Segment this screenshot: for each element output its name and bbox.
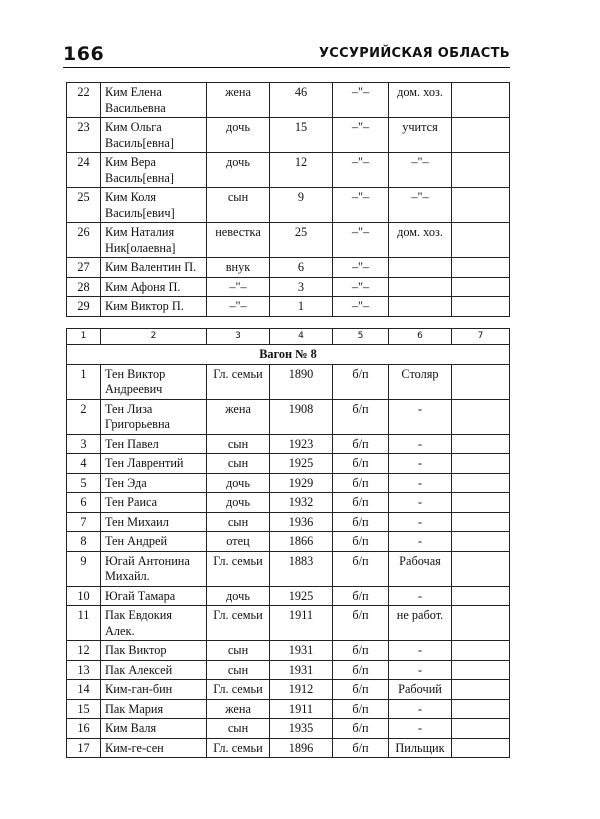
wagon-title-row [67,345,510,365]
cell-rel: дочь [207,493,270,513]
cell-name: Тен Лаврентий [101,454,207,474]
cell-n: 29 [67,297,101,317]
cell-n: 26 [67,223,101,258]
cell-rel: дочь [207,118,270,153]
cell-n: 25 [67,188,101,223]
cell-occ: - [389,454,452,474]
cell-rel: внук [207,258,270,278]
cell-age: 3 [270,277,333,297]
cell-age: 1 [270,297,333,317]
cell-occ: - [389,699,452,719]
cell-c6 [389,277,452,297]
wagon-table-body [67,329,510,758]
cell-empty [452,454,510,474]
cell-rel: дочь [207,153,270,188]
cell-n: 12 [67,641,101,661]
cell-name: Тен Андрей [101,532,207,552]
cell-c6: дом. хоз. [389,223,452,258]
cell-name: Югай Тамара [101,586,207,606]
cell-name: Тен Эда [101,473,207,493]
cell-n: 8 [67,532,101,552]
cell-party: б/п [333,738,389,758]
cell-rel: дочь [207,586,270,606]
table-row [67,551,510,586]
table-row [67,738,510,758]
cell-party: б/п [333,586,389,606]
column-number: 2 [101,329,207,345]
cell-n: 13 [67,660,101,680]
cell-n: 11 [67,606,101,641]
cell-party: б/п [333,399,389,434]
table-row [67,493,510,513]
cell-occ: - [389,660,452,680]
cell-empty [452,153,510,188]
cell-year: 1925 [270,454,333,474]
cell-name: Ким Вера Василь[евна] [101,153,207,188]
cell-rel: отец [207,532,270,552]
cell-n: 4 [67,454,101,474]
cell-year: 1935 [270,719,333,739]
column-number: 1 [67,329,101,345]
table-row [67,83,510,118]
cell-empty [452,606,510,641]
cell-c6: –"– [389,188,452,223]
table-row [67,223,510,258]
cell-c5: –"– [333,188,389,223]
cell-n: 16 [67,719,101,739]
cell-n: 15 [67,699,101,719]
cell-name: Тен Павел [101,434,207,454]
cell-year: 1911 [270,606,333,641]
table-row [67,680,510,700]
cell-rel: сын [207,454,270,474]
table-row [67,532,510,552]
cell-c6: учится [389,118,452,153]
column-number: 4 [270,329,333,345]
table-row [67,364,510,399]
cell-party: б/п [333,660,389,680]
cell-name: Ким-ге-сен [101,738,207,758]
cell-n: 17 [67,738,101,758]
cell-empty [452,719,510,739]
wagon-table [66,328,510,758]
cell-year: 1866 [270,532,333,552]
table-row [67,258,510,278]
table-row [67,297,510,317]
cell-rel: Гл. семьи [207,551,270,586]
cell-rel: невестка [207,223,270,258]
cell-rel: Гл. семьи [207,364,270,399]
table-row [67,454,510,474]
cell-year: 1925 [270,586,333,606]
cell-year: 1912 [270,680,333,700]
cell-year: 1896 [270,738,333,758]
column-number: 3 [207,329,270,345]
cell-rel: сын [207,188,270,223]
cell-rel: –"– [207,297,270,317]
cell-c6: –"– [389,153,452,188]
cell-empty [452,83,510,118]
table-row [67,277,510,297]
cell-name: Тен Виктор Андреевич [101,364,207,399]
table-row [67,660,510,680]
column-number: 5 [333,329,389,345]
cell-party: б/п [333,641,389,661]
cell-year: 1908 [270,399,333,434]
cell-occ: - [389,719,452,739]
cell-name: Ким Афоня П. [101,277,207,297]
cell-name: Тен Лиза Григорьевна [101,399,207,434]
table-row [67,188,510,223]
cell-empty [452,699,510,719]
cell-rel: жена [207,399,270,434]
wagon-title: Вагон № 8 [67,345,510,365]
cell-c5: –"– [333,118,389,153]
cell-c5: –"– [333,258,389,278]
cell-age: 46 [270,83,333,118]
table-row [67,699,510,719]
cell-n: 24 [67,153,101,188]
cell-rel: сын [207,512,270,532]
cell-occ: - [389,586,452,606]
column-number: 6 [389,329,452,345]
cell-party: б/п [333,551,389,586]
cell-name: Ким-ган-бин [101,680,207,700]
cell-name: Югай Антонина Михайл. [101,551,207,586]
cell-year: 1936 [270,512,333,532]
cell-rel: жена [207,83,270,118]
cell-age: 25 [270,223,333,258]
cell-age: 15 [270,118,333,153]
cell-name: Ким Виктор П. [101,297,207,317]
cell-year: 1890 [270,364,333,399]
cell-c5: –"– [333,153,389,188]
cell-occ: - [389,512,452,532]
cell-party: б/п [333,512,389,532]
cell-name: Ким Елена Васильевна [101,83,207,118]
cell-party: б/п [333,364,389,399]
column-number: 7 [452,329,510,345]
cell-occ: - [389,473,452,493]
cell-name: Ким Коля Василь[евич] [101,188,207,223]
cell-empty [452,364,510,399]
cell-empty [452,512,510,532]
cell-empty [452,473,510,493]
cell-occ: - [389,532,452,552]
cell-name: Пак Алексей [101,660,207,680]
cell-rel: сын [207,641,270,661]
cell-n: 7 [67,512,101,532]
cell-name: Пак Мария [101,699,207,719]
table-row [67,153,510,188]
table-row [67,399,510,434]
cell-occ: - [389,399,452,434]
cell-c6 [389,297,452,317]
cell-empty [452,223,510,258]
cell-n: 9 [67,551,101,586]
table-row [67,512,510,532]
cell-n: 3 [67,434,101,454]
cell-year: 1931 [270,660,333,680]
cell-c5: –"– [333,223,389,258]
cell-occ: - [389,493,452,513]
cell-empty [452,660,510,680]
cell-rel: сын [207,660,270,680]
cell-party: б/п [333,532,389,552]
cell-n: 5 [67,473,101,493]
cell-c5: –"– [333,277,389,297]
family-table-continued-body [67,83,510,317]
header-rule [63,67,510,68]
table-row [67,719,510,739]
cell-party: б/п [333,454,389,474]
cell-empty [452,493,510,513]
cell-n: 14 [67,680,101,700]
cell-name: Тен Раиса [101,493,207,513]
cell-age: 12 [270,153,333,188]
cell-name: Пак Евдокия Алек. [101,606,207,641]
cell-rel: дочь [207,473,270,493]
cell-name: Ким Валя [101,719,207,739]
cell-rel: –"– [207,277,270,297]
table-row [67,586,510,606]
cell-c6 [389,258,452,278]
cell-occ: Пильщик [389,738,452,758]
cell-n: 2 [67,399,101,434]
cell-party: б/п [333,699,389,719]
cell-age: 6 [270,258,333,278]
cell-age: 9 [270,188,333,223]
table-row [67,434,510,454]
cell-empty [452,738,510,758]
cell-rel: Гл. семьи [207,680,270,700]
cell-empty [452,641,510,661]
cell-name: Ким Ольга Василь[евна] [101,118,207,153]
cell-empty [452,680,510,700]
cell-c6: дом. хоз. [389,83,452,118]
family-table-continued [66,82,510,317]
page-number: 166 [63,43,105,65]
cell-n: 23 [67,118,101,153]
cell-party: б/п [333,606,389,641]
cell-party: б/п [333,680,389,700]
cell-rel: сын [207,719,270,739]
cell-year: 1931 [270,641,333,661]
table-row [67,118,510,153]
column-number-row [67,329,510,345]
cell-n: 10 [67,586,101,606]
cell-name: Тен Михаил [101,512,207,532]
cell-empty [452,532,510,552]
cell-empty [452,551,510,586]
cell-empty [452,434,510,454]
cell-party: б/п [333,719,389,739]
cell-occ: - [389,434,452,454]
cell-rel: Гл. семьи [207,606,270,641]
cell-year: 1923 [270,434,333,454]
table-row [67,473,510,493]
cell-empty [452,188,510,223]
cell-name: Ким Наталия Ник[олаевна] [101,223,207,258]
cell-party: б/п [333,473,389,493]
cell-n: 6 [67,493,101,513]
cell-c5: –"– [333,297,389,317]
running-head: УССУРИЙСКАЯ ОБЛАСТЬ [318,46,510,61]
cell-n: 22 [67,83,101,118]
cell-year: 1929 [270,473,333,493]
cell-rel: жена [207,699,270,719]
cell-empty [452,118,510,153]
cell-year: 1932 [270,493,333,513]
cell-year: 1883 [270,551,333,586]
cell-n: 28 [67,277,101,297]
cell-name: Пак Виктор [101,641,207,661]
cell-empty [452,297,510,317]
cell-occ: Рабочий [389,680,452,700]
cell-n: 1 [67,364,101,399]
table-row [67,606,510,641]
cell-empty [452,399,510,434]
cell-empty [452,586,510,606]
cell-c5: –"– [333,83,389,118]
cell-occ: не работ. [389,606,452,641]
table-row [67,641,510,661]
cell-n: 27 [67,258,101,278]
cell-party: б/п [333,434,389,454]
cell-empty [452,258,510,278]
cell-year: 1911 [270,699,333,719]
cell-party: б/п [333,493,389,513]
cell-rel: сын [207,434,270,454]
cell-occ: - [389,641,452,661]
cell-occ: Столяр [389,364,452,399]
cell-name: Ким Валентин П. [101,258,207,278]
cell-empty [452,277,510,297]
cell-rel: Гл. семьи [207,738,270,758]
cell-occ: Рабочая [389,551,452,586]
